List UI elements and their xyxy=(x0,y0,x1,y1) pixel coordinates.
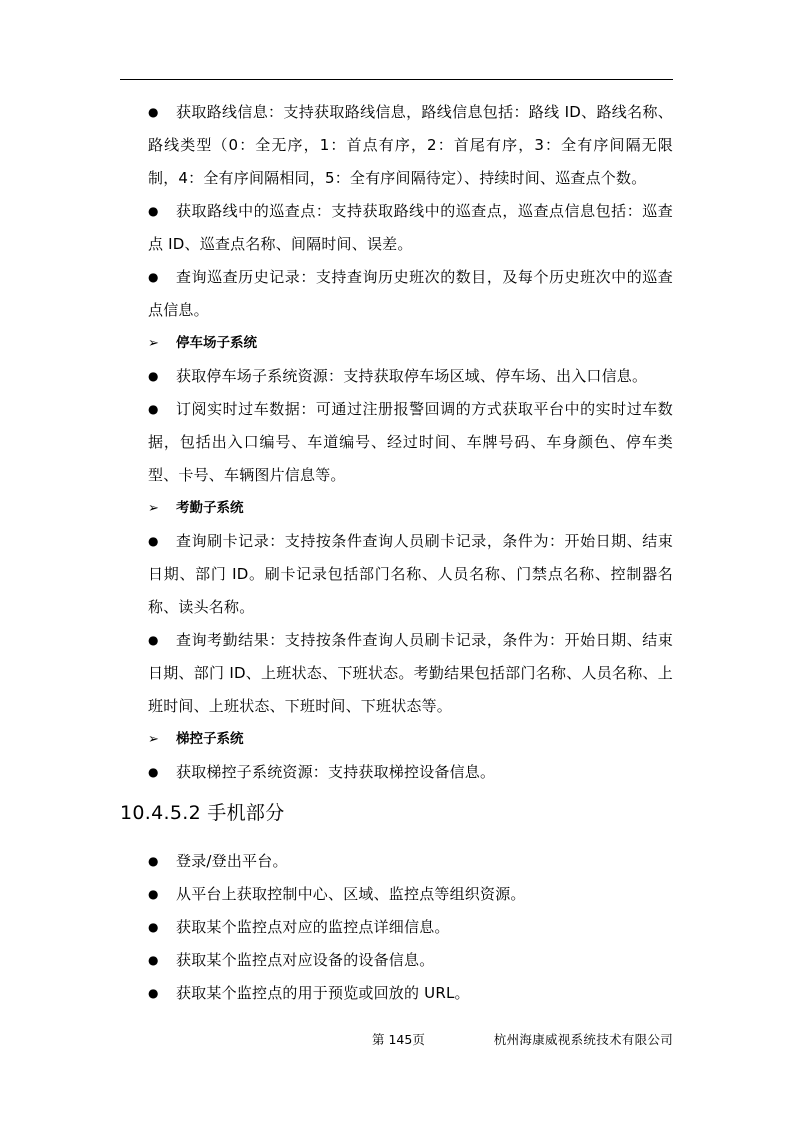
mobile-list xyxy=(148,845,673,1010)
bullet-text: 获取停车场子系统资源：支持获取停车场区域、停车场、出入口信息。 xyxy=(176,367,648,385)
bullet-text: 获取某个监控点对应的监控点详细信息。 xyxy=(176,918,450,936)
bullet-dot-icon: ● xyxy=(148,633,159,647)
page-number: 第 145页 xyxy=(372,1032,425,1047)
bullet-dot-icon: ● xyxy=(148,854,159,868)
bullet-dot-icon: ● xyxy=(148,534,159,548)
subsection-title xyxy=(148,492,673,525)
bullet-dot-icon: ● xyxy=(148,986,159,1000)
arrow-icon: ➢ xyxy=(148,501,159,516)
list-item xyxy=(148,944,673,977)
bullet-dot-icon: ● xyxy=(148,369,159,383)
bullet-text: 获取路线中的巡查点：支持获取路线中的巡查点，巡查点信息包括：巡查点 ID、巡查点名称、间隔时间、误差。 xyxy=(148,202,673,253)
bullet-text: 订阅实时过车数据：可通过注册报警回调的方式获取平台中的实时过车数据，包括出入口编号、车道编号、经过时间、车牌号码、车身颜色、停车类型、卡号、车辆图片信息等。 xyxy=(148,400,673,484)
bullet-item xyxy=(148,96,673,195)
arrow-icon: ➢ xyxy=(148,732,159,747)
bullet-text: 获取某个监控点对应设备的设备信息。 xyxy=(176,951,435,969)
bullet-dot-icon: ● xyxy=(148,953,159,967)
list-item xyxy=(148,878,673,911)
bullet-dot-icon: ● xyxy=(148,887,159,901)
subsection-label: 停车场子系统 xyxy=(176,335,257,351)
company-name: 杭州海康威视系统技术有限公司 xyxy=(493,1032,673,1047)
bullet-item xyxy=(148,756,673,789)
bullet-item xyxy=(148,624,673,723)
section-heading: 10.4.5.2 手机部分 xyxy=(120,802,285,824)
bullet-item xyxy=(148,261,673,327)
list-item xyxy=(148,911,673,944)
bullet-item xyxy=(148,195,673,261)
subsection-title xyxy=(148,723,673,756)
bullet-dot-icon: ● xyxy=(148,204,159,218)
bullet-text: 获取路线信息：支持获取路线信息，路线信息包括：路线 ID、路线名称、路线类型（0：全无序，1：首点有序，2：首尾有序，3：全有序间隔无限制，4：全有序间隔相同，5：全有序间隔待定）、持续时间、巡查点个数。 xyxy=(148,103,673,187)
bullet-text: 从平台上获取控制中心、区域、监控点等组织资源。 xyxy=(176,885,526,903)
bullet-dot-icon: ● xyxy=(148,402,159,416)
bullet-dot-icon: ● xyxy=(148,105,159,119)
subsection-label: 考勤子系统 xyxy=(176,500,244,516)
arrow-icon: ➢ xyxy=(148,336,159,351)
bullet-item xyxy=(148,525,673,624)
bullet-dot-icon: ● xyxy=(148,920,159,934)
bullet-item xyxy=(148,360,673,393)
bullet-text: 登录/登出平台。 xyxy=(176,852,288,870)
bullet-text: 查询刷卡记录：支持按条件查询人员刷卡记录，条件为：开始日期、结束日期、部门 ID。刷卡记录包括部门名称、人员名称、门禁点名称、控制器名称、读头名称。 xyxy=(148,532,673,616)
subsection-title xyxy=(148,327,673,360)
bullet-text: 获取某个监控点的用于预览或回放的 URL。 xyxy=(176,984,470,1002)
bullet-dot-icon: ● xyxy=(148,270,159,284)
bullet-text: 查询巡查历史记录：支持查询历史班次的数目，及每个历史班次中的巡查点信息。 xyxy=(148,268,673,319)
bullet-text: 查询考勤结果：支持按条件查询人员刷卡记录，条件为：开始日期、结束日期、部门 ID、上班状态、下班状态。考勤结果包括部门名称、人员名称、上班时间、上班状态、下班时间、下班状态等。 xyxy=(148,631,673,715)
subsection-label: 梯控子系统 xyxy=(176,731,244,747)
body-content xyxy=(148,96,673,789)
list-item xyxy=(148,977,673,1010)
list-item xyxy=(148,845,673,878)
header-rule xyxy=(120,79,673,80)
bullet-item xyxy=(148,393,673,492)
bullet-text: 获取梯控子系统资源：支持获取梯控设备信息。 xyxy=(176,763,496,781)
bullet-dot-icon: ● xyxy=(148,765,159,779)
